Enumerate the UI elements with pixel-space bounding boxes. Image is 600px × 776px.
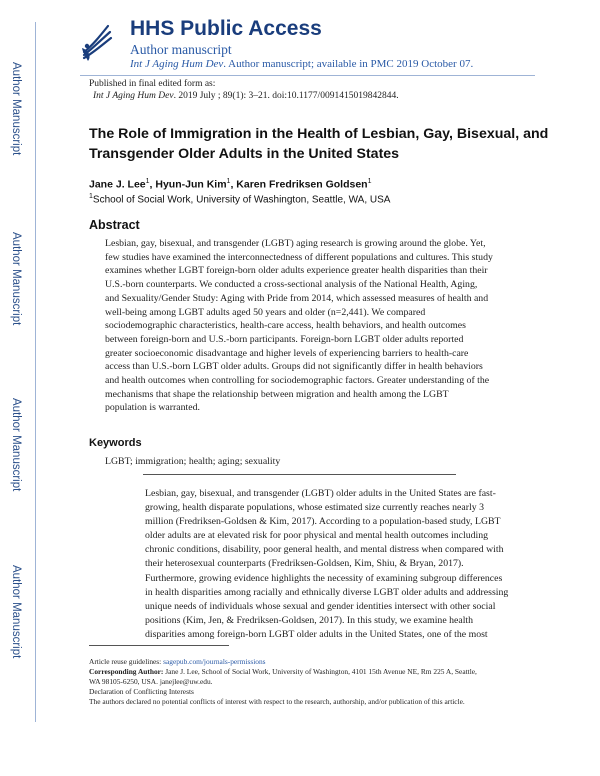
abstract-line: Lesbian, gay, bisexual, and transgender (LGBT) aging research is growing around the globe. Yet, <box>105 238 486 249</box>
affiliation-sup: 1 <box>89 193 93 200</box>
reuse-guidelines <box>89 657 559 667</box>
side-label-author-manuscript: Author Manuscript <box>10 232 22 326</box>
citation <box>89 91 399 103</box>
hhs-eagle-logo-icon <box>78 22 114 62</box>
body-line: Lesbian, gay, bisexual, and transgender (LGBT) older adults in the United States are fast- <box>145 488 496 499</box>
body-line: million (Fredriksen-Goldsen & Kim, 2017). According to a population-based study, LGBT <box>145 516 501 528</box>
body-line: in health disparities among racially and ethnically diverse LGBT older adults and addressing <box>145 586 509 598</box>
author-sup: 1 <box>145 178 150 185</box>
affiliation-text: School of Social Work, University of Washington, Seattle, WA, USA <box>92 194 391 206</box>
body-line: positions (Kim, Jen, & Fredriksen-Goldsen, 2017). In this study, we examine health <box>145 614 474 626</box>
abstract-line: between foreign-born and U.S.-born participants. Foreign-born LGBT older adults reported <box>105 333 464 345</box>
side-label-author-manuscript: Author Manuscript <box>10 565 22 659</box>
abstract-line: and health outcomes when controlling for sociodemographic factors. Greater understanding of the <box>105 375 490 387</box>
side-label-author-manuscript: Author Manuscript <box>10 398 22 492</box>
body-line: chronic conditions, disability, poor general health, and mental distress when compared with <box>145 544 504 556</box>
corresponding-address: WA 98105-6250, USA. janejlee@uw.edu. <box>89 677 213 687</box>
keywords-heading: Keywords <box>89 437 142 449</box>
citation-journal: Int J Aging Hum Dev <box>93 90 174 101</box>
header-rule <box>80 75 535 76</box>
body-line: disparities among foreign-born LGBT older adults in the United States, one of the most <box>145 628 488 640</box>
conflict-heading: Declaration of Conflicting Interests <box>89 687 194 697</box>
body-paragraph <box>145 487 565 642</box>
abstract-heading: Abstract <box>89 218 140 232</box>
body-line: Furthermore, growing evidence highlights the necessity of examining subgroup differences <box>145 572 503 584</box>
published-in-label: Published in final edited form as: <box>89 79 216 89</box>
author-sup: 1 <box>226 178 231 185</box>
abstract-line: few studies have examined the interconnectedness of different populations and cultures. This study <box>105 251 493 263</box>
abstract-line: examines whether LGBT foreign-born older adults experience greater health disparities than their <box>105 265 488 277</box>
keywords-list: LGBT; immigration; health; aging; sexuality <box>105 456 281 467</box>
journal-name: Int J Aging Hum Dev <box>130 58 224 70</box>
corresponding-author <box>89 667 559 677</box>
body-line: growing, health disparate populations, whose estimated size currently reaches nearly 3 <box>145 502 484 514</box>
article-title: The Role of Immigration in the Health of Lesbian, Gay, Bisexual, and Transgender Older Adults in the United States <box>89 126 549 162</box>
section-rule <box>143 474 456 475</box>
abstract-line: U.S.-born counterparts. We conducted a cross-sectional analysis of the National Health, Aging, <box>105 279 478 291</box>
abstract-line: and Sexuality/Gender Study: Aging with Pride from 2014, which assessed measures of health and <box>105 292 489 304</box>
footnotes <box>89 657 559 707</box>
author-name: Hyun-Jun Kim <box>155 178 227 191</box>
hhs-public-access-title: HHS Public Access <box>130 17 322 40</box>
publication-info <box>89 79 399 102</box>
body-line: unique needs of individuals whose sexual and gender identities intersect with other social <box>145 600 496 612</box>
permissions-link[interactable]: sagepub.com/journals-permissions <box>163 657 266 666</box>
journal-availability <box>130 58 473 70</box>
author-name: Karen Fredriksen Goldsen <box>236 178 368 191</box>
corresponding-text: Jane J. Lee, School of Social Work, University of Washington, 4101 15th Avenue NE, Rm 225 A, Seattle, <box>163 667 477 677</box>
margin-divider <box>35 22 36 722</box>
side-label-author-manuscript: Author Manuscript <box>10 62 22 156</box>
affiliation <box>89 193 390 205</box>
reuse-label: Article reuse guidelines: <box>89 657 164 666</box>
abstract-body <box>105 237 565 415</box>
abstract-line: well-being among LGBT adults aged 50 years and older (n=2,441). We compared <box>105 306 426 318</box>
abstract-line: population is warranted. <box>105 402 200 414</box>
abstract-line: mechanisms that shape the relationship between migration and health among the LGBT <box>105 388 449 400</box>
availability-text: . Author manuscript; available in PMC 2019 October 07. <box>223 58 474 70</box>
corresponding-label: Corresponding Author: <box>89 667 164 677</box>
body-line: older adults are at elevated risk for poor physical and mental health outcomes including <box>145 530 489 542</box>
abstract-line: sociodemographic characteristics, health-care access, health behaviors, and health outcomes <box>105 320 466 332</box>
author-sup: 1 <box>367 178 372 185</box>
citation-details: . 2019 July ; 89(1): 3–21. doi:10.1177/0091415019842844. <box>173 90 399 101</box>
abstract-line: greater socioeconomic disadvantage and higher levels of experiencing barriers to health-care <box>105 347 469 359</box>
conflict-text: The authors declared no potential conflicts of interest with respect to the research, authorship, and/or publication of this article. <box>89 697 465 707</box>
footnote-rule <box>89 645 229 646</box>
body-line: their heterosexual counterparts (Fredriksen-Goldsen, Kim, Shiu, & Bryan, 2017). <box>145 558 464 570</box>
author-name: Jane J. Lee <box>89 178 146 191</box>
author-manuscript-label: Author manuscript <box>130 42 232 57</box>
abstract-line: access than U.S.-born LGBT older adults. Groups did not significantly differ in health behaviors <box>105 361 483 373</box>
author-list: Jane J. Lee$^1$, Hyun-Jun Kim$^1$, Karen Fredriksen Goldsen$^1$ <box>89 178 372 191</box>
